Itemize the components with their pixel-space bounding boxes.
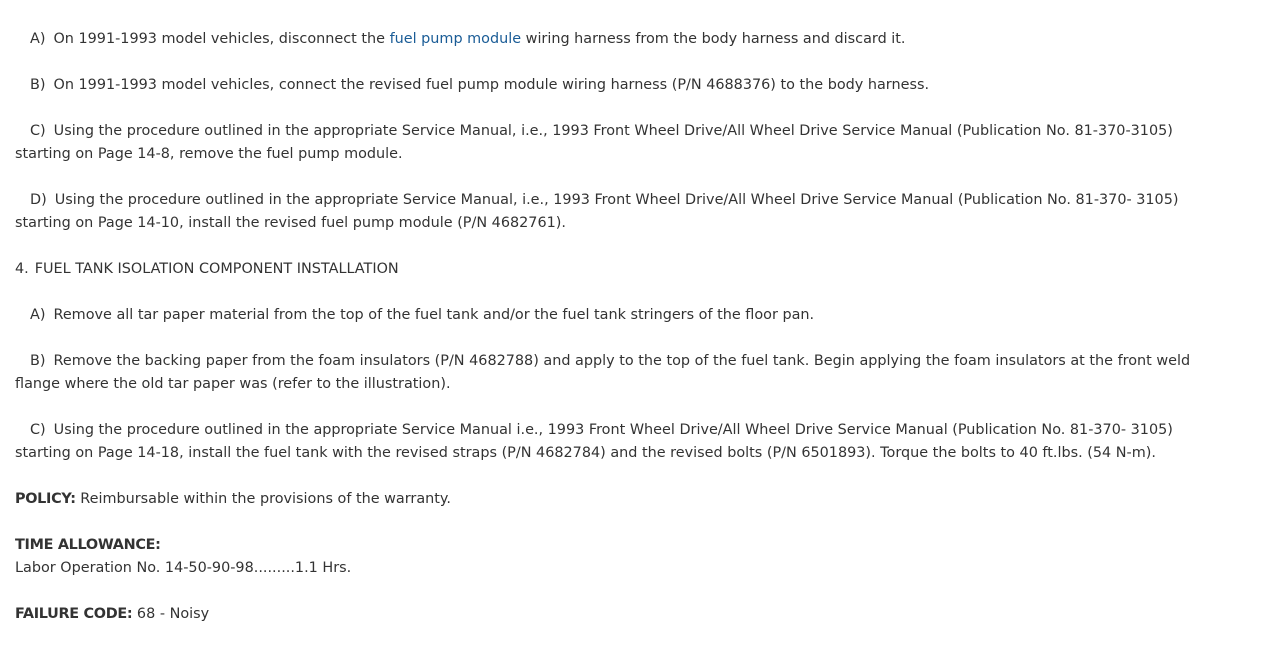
section-heading — [15, 258, 1205, 281]
step-text: Remove the backing paper from the foam insulators (P/N 4682788) and apply to the top of the fuel tank. Begin applying the foam insulators at the front weld flange where the old tar paper was (refer to the illustration). — [15, 353, 1191, 392]
failure-code-label: FAILURE CODE: — [15, 606, 133, 622]
fuel-pump-module-link[interactable]: fuel pump module — [389, 31, 522, 47]
time-allowance-text: Labor Operation No. 14-50-90-98.........1.1 Hrs. — [15, 560, 352, 576]
section4-step-c — [15, 419, 1205, 465]
step-text: Remove all tar paper material from the top of the fuel tank and/or the fuel tank stringers of the floor pan. — [53, 307, 815, 323]
step-letter: D) — [30, 192, 47, 208]
section4-step-a — [15, 304, 1205, 327]
step-text: Using the procedure outlined in the appropriate Service Manual, i.e., 1993 Front Wheel Drive/All Wheel Drive Service Manual (Publication No. 81-370-3105) starting on Page 14-8, remove the fuel pump module. — [15, 123, 1173, 162]
section-title: FUEL TANK ISOLATION COMPONENT INSTALLATION — [34, 261, 399, 277]
step-letter: C) — [30, 422, 46, 438]
section4-step-b — [15, 350, 1205, 396]
step-text: On 1991-1993 model vehicles, connect the revised fuel pump module wiring harness (P/N 4688376) to the body harness. — [53, 77, 930, 93]
step-d-install-pump — [15, 189, 1205, 235]
step-text: wiring harness from the body harness and discard it. — [521, 31, 906, 47]
section-number: 4. — [15, 261, 29, 277]
step-letter: A) — [30, 307, 46, 323]
step-text: On 1991-1993 model vehicles, disconnect the — [53, 31, 390, 47]
step-text: Using the procedure outlined in the appropriate Service Manual i.e., 1993 Front Wheel Drive/All Wheel Drive Service Manual (Publication No. 81-370- 3105) starting on Page 14-18, install the fuel tank with the revised straps (P/N 4682784) and the revised bolts (P/N 6501893). Torque the bolts to 40 ft.lbs. (54 N-m). — [15, 422, 1173, 461]
step-b-connect-harness — [15, 74, 1205, 97]
policy-text: Reimbursable within the provisions of the warranty. — [75, 491, 451, 507]
time-allowance — [15, 534, 1205, 580]
policy-label: POLICY: — [15, 491, 76, 507]
step-c-remove-pump — [15, 120, 1205, 166]
policy — [15, 488, 1205, 511]
step-letter: B) — [30, 77, 46, 93]
step-letter: B) — [30, 353, 46, 369]
time-allowance-label: TIME ALLOWANCE: — [15, 537, 161, 553]
step-a-remove-harness — [15, 28, 1205, 51]
failure-code-text: 68 - Noisy — [132, 606, 210, 622]
step-text: Using the procedure outlined in the appropriate Service Manual, i.e., 1993 Front Wheel Drive/All Wheel Drive Service Manual (Publication No. 81-370- 3105) starting on Page 14-10, install the revised fuel pump module (P/N 4682761). — [15, 192, 1179, 231]
step-letter: C) — [30, 123, 46, 139]
step-letter: A) — [30, 31, 46, 47]
failure-code — [15, 603, 1205, 626]
